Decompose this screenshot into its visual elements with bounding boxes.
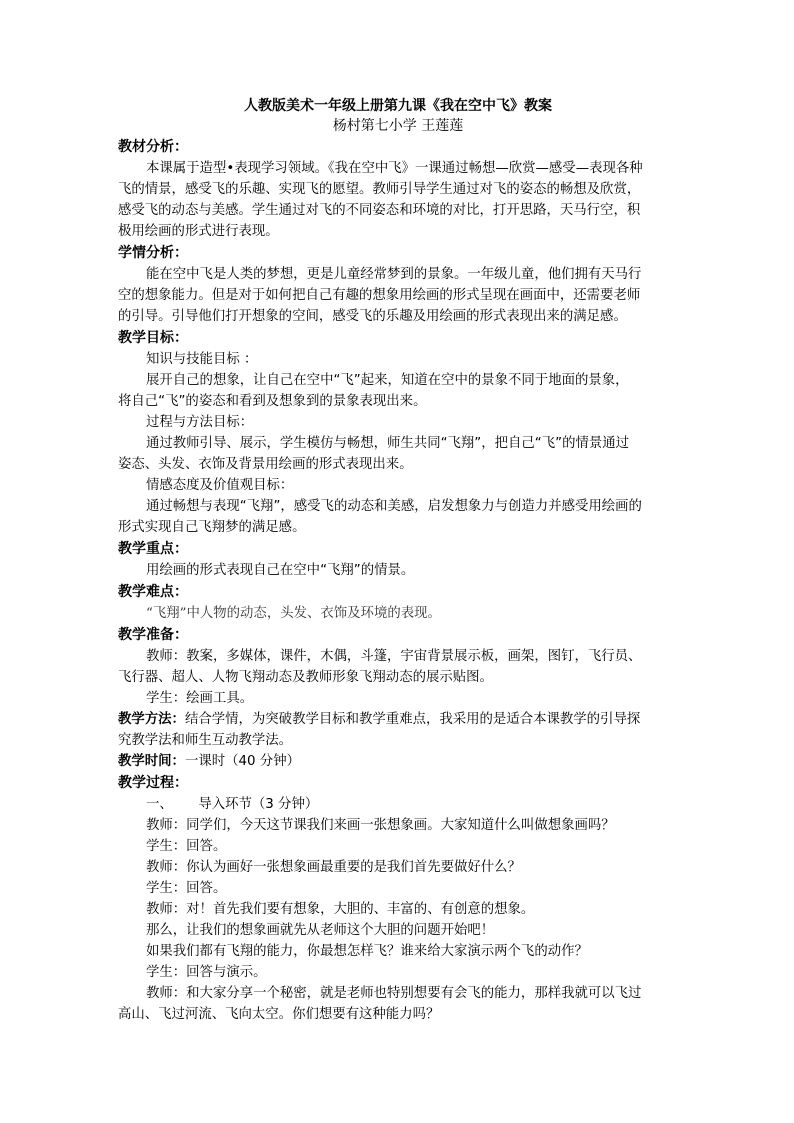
process-line: 学生：回答。 (146, 881, 227, 896)
goal-process-text: 通过教师引导、展示，学生模仿与畅想，师生共同“飞翔”，把自己“飞”的情景通过 姿态、头发、衣饰及背景用绘画的形式表现出来。 (118, 436, 630, 472)
process-line: 教师：你认为画好一张想象画最重要的是我们首先要做好什么？ (146, 860, 521, 875)
key-points-text: 用绘画的形式表现自己在空中“飞翔”的情景。 (146, 563, 415, 578)
heading-teaching-method: 教学方法： (118, 712, 185, 727)
heading-key-points: 教学重点： (118, 541, 188, 557)
process-line: 教师：对！首先我们要有想象，大胆的、丰富的、有创意的想象。 (146, 902, 535, 917)
process-line: 那么，让我们的想象画就先从老师这个大胆的问题开始吧！ (146, 923, 495, 938)
teaching-method-text: 结合学情，为突破教学目标和教学重难点，我采用的是适合本课教学的引导探 (184, 712, 641, 727)
goal-emotion-text: 通过畅想与表现“飞翔”，感受飞的动态和美感，启发想象力与创造力并感受用绘画的 形式实现自己飞翔梦的满足感。 (118, 499, 642, 535)
teaching-method-text-cont: 究教学法和师生互动教学法。 (118, 733, 293, 748)
goal-knowledge-text: 展开自己的想象，让自己在空中“飞”起来，知道在空中的景象不同于地面的景象， 将自己“飞”的姿态和看到及想象到的景象表现出来。 (118, 373, 629, 409)
goal-process-label: 过程与方法目标： (146, 415, 254, 430)
process-line: 教师：和大家分享一个秘密，就是老师也特别想要有会飞的能力，那样我就可以飞过 (146, 986, 642, 1001)
heading-preparation: 教学准备： (118, 627, 188, 643)
preparation-student: 学生：绘画工具。 (146, 691, 254, 706)
document-body (118, 96, 678, 1025)
process-line: 教师：同学们，今天这节课我们来画一张想象画。大家知道什么叫做想象画吗？ (146, 818, 615, 833)
process-line: 如果我们都有飞翔的能力，你最想怎样飞？谁来给大家演示两个飞的动作？ (146, 944, 588, 959)
document-author: 杨村第七小学 王莲莲 (332, 118, 464, 134)
material-analysis-text: 本课属于造型•表现学习领域。《我在空中飞》一课通过畅想—欣赏—感受—表现各种 飞的情景，感受飞的乐趣、实现飞的愿望。教师引导学生通过对飞的姿态的畅想及欣赏， 感受飞的动态与美感。学生通过对飞的不同姿态和环境的对比，打开思路，天马行空，积 极用绘画的形式进行表现。 (118, 161, 643, 239)
goal-knowledge-label: 知识与技能目标 ： (146, 352, 258, 367)
process-line: 高山、飞过河流、飞向太空。你们想要有这种能力吗？ (118, 1007, 440, 1022)
heading-teaching-process: 教学过程： (118, 775, 188, 791)
document-title: 人教版美术一年级上册第九课《我在空中飞》教案 (244, 98, 552, 114)
teaching-method (118, 709, 678, 730)
process-line: 学生：回答。 (146, 839, 227, 854)
heading-student-analysis: 学情分析： (118, 245, 188, 261)
teaching-time-text: 一课时（40 分钟） (184, 754, 300, 769)
difficulties-text: “飞翔”中人物的动态，头发、衣饰及环境的表现。 (146, 606, 441, 621)
preparation-teacher: 教师：教案，多媒体，课件，木偶，斗篷，宇宙背景展示板，画架，图钉，飞行员、 飞行器、超人、人物飞翔动态及教师形象飞翔动态的展示贴图。 (118, 649, 642, 685)
heading-difficulties: 教学难点： (118, 584, 188, 600)
heading-teaching-goals: 教学目标： (118, 330, 188, 346)
heading-teaching-time: 教学时间： (118, 754, 185, 769)
teaching-time (118, 751, 678, 772)
process-step-intro: 一、 导入环节（3 分钟） (146, 797, 319, 812)
process-line: 学生：回答与演示。 (146, 965, 267, 980)
goal-emotion-label: 情感态度及价值观目标： (146, 478, 294, 493)
heading-material-analysis: 教材分析： (118, 139, 188, 155)
student-analysis-text: 能在空中飞是人类的梦想，更是儿童经常梦到的景象。一年级儿童，他们拥有天马行 空的想象能力。但是对于如何把自己有趣的想象用绘画的形式呈现在画面中，还需要老师 的引导。引导他们打开想象的空间，感受飞的乐趣及用绘画的形式表现出来的满足感。 (118, 267, 642, 324)
